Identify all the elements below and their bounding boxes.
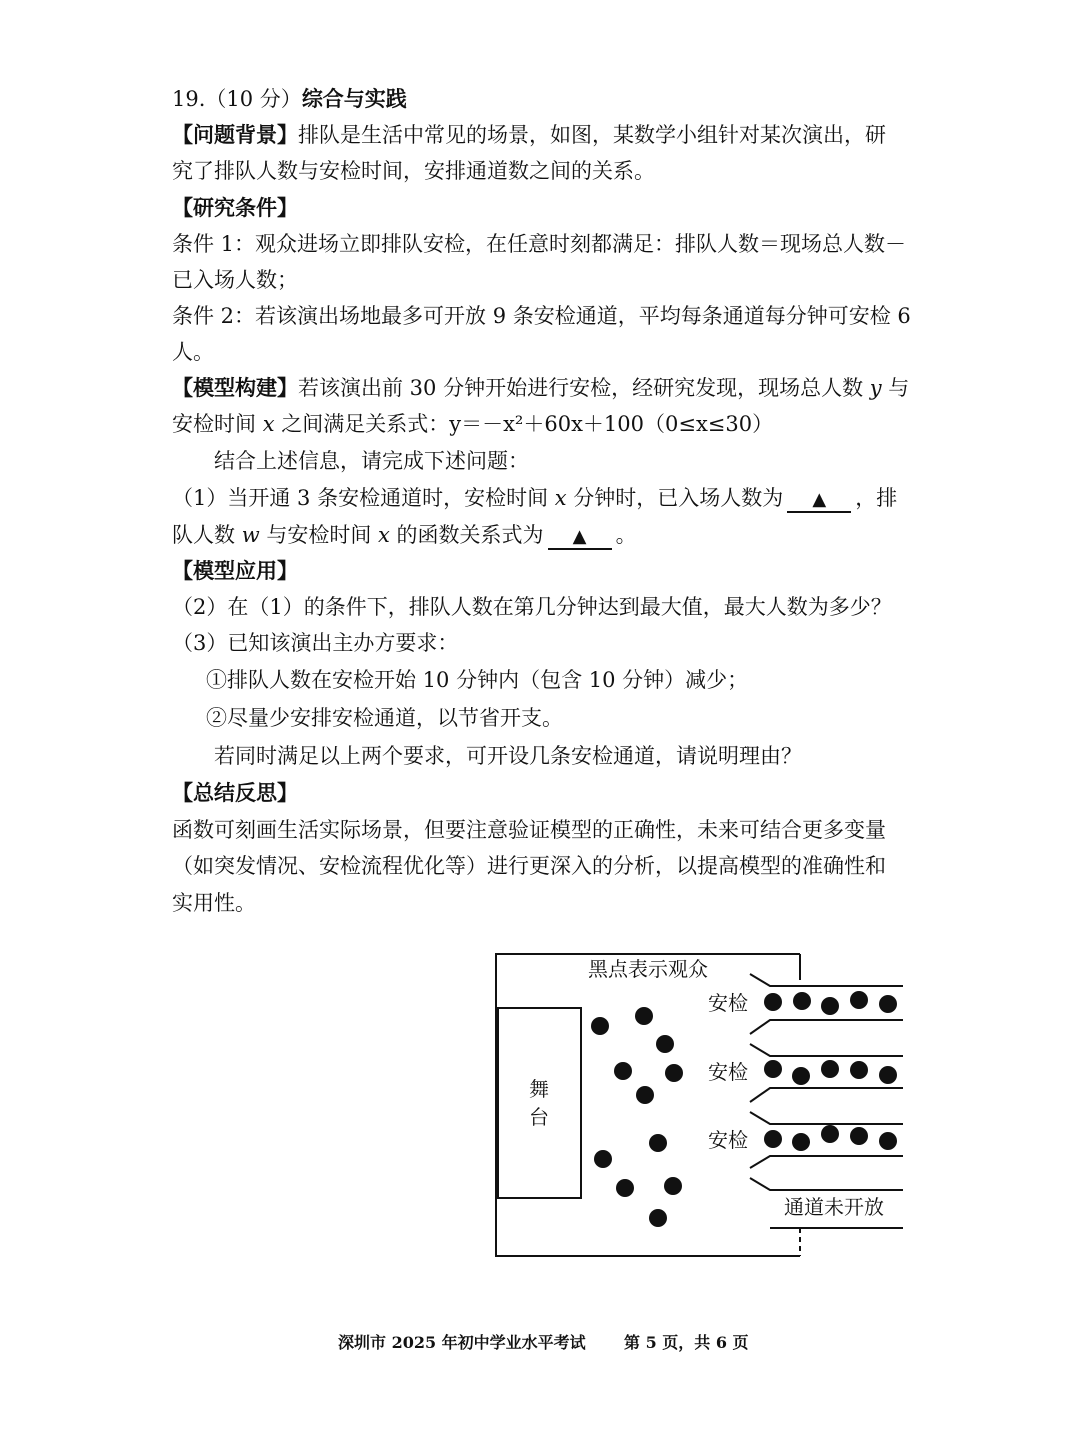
- requirement-2: ②尽量少安排安检通道，以节省开支。: [206, 706, 563, 730]
- legend-label: 黑点表示观众: [588, 957, 708, 981]
- condition-2-line-2: 人。: [172, 340, 214, 364]
- venue-diagram: [488, 946, 913, 1266]
- requirement-1: ①排队人数在安检开始 10 分钟内（包含 10 分钟）减少；: [206, 668, 749, 692]
- queue-1-dots: [764, 991, 897, 1015]
- q3-text: （3）已知该演出主办方要求：: [172, 631, 459, 655]
- q1-var-x: x: [554, 486, 567, 510]
- q1-text-1b: 分钟时，已入场人数为: [566, 486, 784, 510]
- conditions-heading: 【研究条件】: [172, 195, 298, 220]
- q1-text-1c: ，排: [855, 486, 898, 510]
- background-text-1: 排队是生活中常见的场景，如图，某数学小组针对某次演出，研: [298, 123, 886, 147]
- q3-ask: 若同时满足以上两个要求，可开设几条安检通道，请说明理由？: [214, 744, 802, 768]
- q1-var-w: w: [241, 523, 260, 547]
- model-var-x: x: [262, 412, 275, 436]
- question-topic: 综合与实践: [301, 86, 407, 111]
- closed-lane-label: 通道未开放: [784, 1195, 884, 1219]
- answer-blank-2: ▲: [548, 526, 612, 550]
- model-text-2a: 安检时间: [172, 412, 263, 436]
- background-line-1: [172, 120, 886, 150]
- lane-label-3: 安检: [708, 1128, 748, 1152]
- q1-line-1: [172, 483, 897, 513]
- model-var-y: y: [869, 376, 882, 400]
- q1-text-1a: （1）当开通 3 条安检通道时，安检时间: [172, 486, 555, 510]
- q1-text-2a: 队人数: [172, 523, 242, 547]
- q1-text-2b: 与安检时间: [259, 523, 379, 547]
- background-heading: 【问题背景】: [172, 122, 298, 147]
- summary-heading: 【总结反思】: [172, 780, 298, 805]
- condition-1-line-1: 条件 1：观众进场立即排队安检，在任意时刻都满足：排队人数＝现场总人数－: [172, 232, 907, 256]
- footer-page: 第 5 页，共 6 页: [624, 1333, 749, 1352]
- model-text-1a: 若该演出前 30 分钟开始进行安检，经研究发现，现场总人数: [298, 376, 870, 400]
- summary-line-3: 实用性。: [172, 891, 256, 915]
- model-formula: y＝－x²＋60x＋100（0≤x≤30）: [449, 412, 774, 436]
- crowd-dots: [591, 1007, 683, 1227]
- model-line-2: [172, 409, 773, 439]
- stage: [498, 1008, 581, 1198]
- lane-label-1: 安检: [708, 991, 748, 1015]
- q1-var-x2: x: [378, 523, 390, 547]
- model-text-2b: 之间满足关系式：: [274, 412, 450, 436]
- background-line-2: 究了排队人数与安检时间，安排通道数之间的关系。: [172, 159, 655, 183]
- stage-label-1: 舞: [529, 1077, 549, 1101]
- answer-blank-1: ▲: [787, 489, 851, 513]
- condition-1-line-2: 已入场人数；: [172, 268, 298, 292]
- application-heading: 【模型应用】: [172, 558, 298, 583]
- model-line-1: [172, 373, 909, 403]
- q1-text-2c: 的函数关系式为: [389, 523, 544, 547]
- model-text-1b: 与: [881, 376, 910, 400]
- q1-line-2: [172, 520, 637, 550]
- question-number: 19.: [172, 87, 206, 111]
- question-score: （10 分）: [205, 87, 302, 111]
- model-instruction: 结合上述信息，请完成下述问题：: [214, 449, 529, 473]
- summary-line-1: 函数可刻画生活实际场景，但要注意验证模型的正确性，未来可结合更多变量: [172, 818, 886, 842]
- footer-exam: 深圳市 2025 年初中学业水平考试: [338, 1333, 586, 1352]
- stage-label-2: 台: [529, 1105, 549, 1129]
- model-heading: 【模型构建】: [172, 375, 298, 400]
- q1-text-2d: 。: [615, 523, 637, 547]
- summary-line-2: （如突发情况、安检流程优化等）进行更深入的分析，以提高模型的准确性和: [172, 854, 886, 878]
- q2-text: （2）在（1）的条件下，排队人数在第几分钟达到最大值，最大人数为多少？: [172, 595, 892, 619]
- question-title: [172, 84, 407, 114]
- lane-label-2: 安检: [708, 1060, 748, 1084]
- queue-2-dots: [764, 1060, 897, 1085]
- queue-3-dots: [764, 1125, 897, 1151]
- condition-2-line-1: 条件 2：若该演出场地最多可开放 9 条安检通道，平均每条通道每分钟可安检 6: [172, 304, 911, 328]
